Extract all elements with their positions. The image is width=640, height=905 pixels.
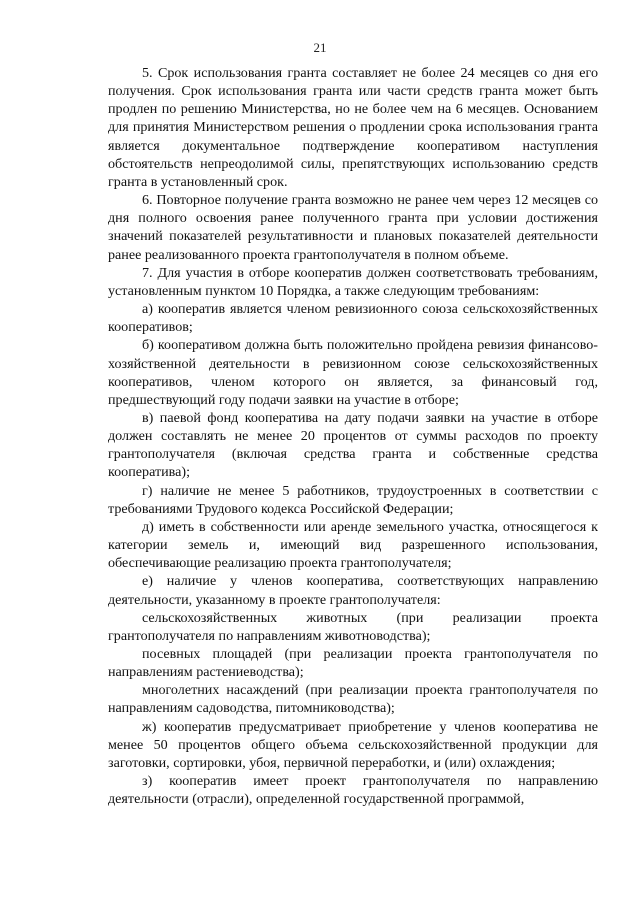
list-item-d: д) иметь в собственности или аренде земельного участка, относящегося к категории земель и, имеющий вид разрешенного использования, обеспечивающие реализацию проекта грантополучателя; (108, 518, 598, 572)
list-item-zh: ж) кооператив предусматривает приобретение у членов кооператива не менее 50 процентов общего объема сельскохозяйственной продукции для заготовки, сортировки, убоя, первичной переработки, и (или) охлаждения; (108, 718, 598, 771)
sub-item-animals: сельскохозяйственных животных (при реализации проекта грантополучателя по направлениям животноводства); (108, 609, 598, 644)
paragraph-6-repeat-grant: 6. Повторное получение гранта возможно не ранее чем через 12 месяцев со дня полного освоения ранее полученного гранта при условии достижения значений показателей результативности и плановых показателей деятельности ранее реализованного проекта грантополучателя в полном объеме. (108, 192, 598, 263)
list-item-a: а) кооператив является членом ревизионного союза сельскохозяйственных кооперативов; (108, 301, 598, 336)
sub-item-perennials: многолетних насаждений (при реализации проекта грантополучателя по направлениям садоводства, питомниководства); (108, 682, 598, 717)
list-item-e: е) наличие у членов кооператива, соответствующих направлению деятельности, указанному в проекте грантополучателя: (108, 573, 598, 608)
document-body (108, 64, 598, 808)
page-number: 21 (313, 40, 327, 55)
list-item-g: г) наличие не менее 5 работников, трудоустроенных в соответствии с требованиями Трудового кодекса Российской Федерации; (108, 482, 598, 517)
sub-item-crops: посевных площадей (при реализации проекта грантополучателя по направлениям растениеводства); (108, 646, 598, 681)
list-item-v: в) паевой фонд кооператива на дату подачи заявки на участие в отборе должен составлять не менее 20 процентов от суммы расходов по проекту грантополучателя (включая средства гранта и собственные средства кооператива); (108, 409, 598, 481)
paragraph-7-requirements: 7. Для участия в отборе кооператив должен соответствовать требованиям, установленным пунктом 10 Порядка, а также следующим требованиям: (108, 264, 598, 299)
list-item-b: б) кооперативом должна быть положительно пройдена ревизия финансово-хозяйственной деятельности в ревизионном союзе сельскохозяйственных кооперативов, членом которого он является, за финансовый год, предшествующий году подачи заявки на участие в отборе; (108, 337, 598, 408)
paragraph-5-grant-term: 5. Срок использования гранта составляет не более 24 месяцев со дня его получения. Срок использования гранта или части средств гранта может быть продлен по решению Министерства, но не более чем на 6 месяцев. Основанием для принятия Министерством решения о продлении срока использования гранта является документальное подтверждение кооперативом наступления обстоятельств непреодолимой силы, препятствующих использованию средств гранта в установленный срок. (108, 65, 598, 190)
list-item-z: з) кооператив имеет проект грантополучателя по направлению деятельности (отрасли), определенной государственной программой, (108, 773, 598, 808)
